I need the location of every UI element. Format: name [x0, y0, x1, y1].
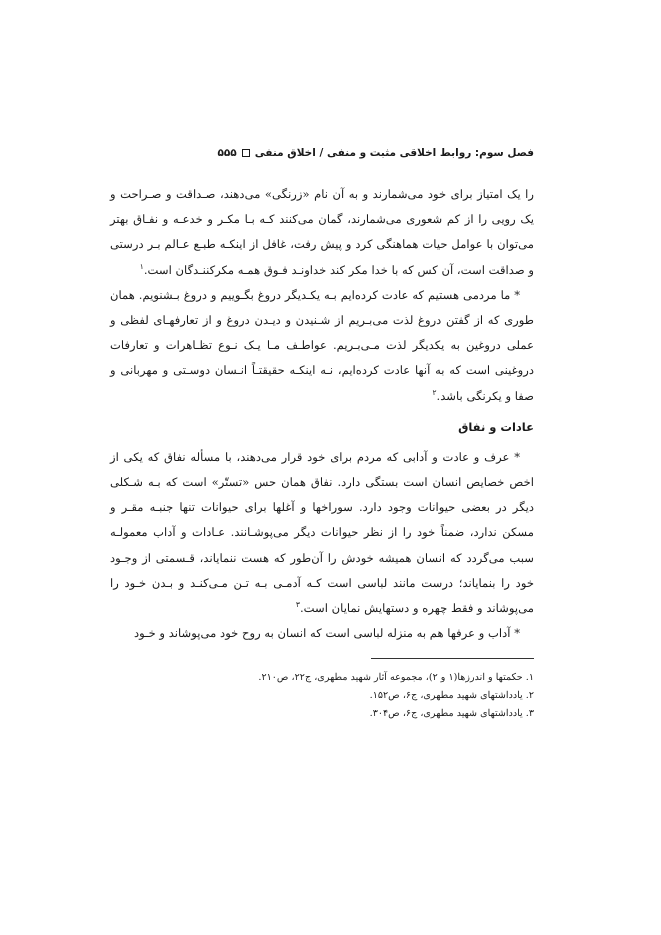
footnote-ref: ۳ [295, 600, 300, 610]
section-heading: عادات و نفاق [458, 419, 534, 434]
paragraph: * عرف و عادت و آدابی که مردم برای خود قرار می‌دهند، با مسأله نفاق که یکی از اخص خصایص انسان است بستگی دارد. نفاق همان حس «تستّر» است که بـه شـکلی دیگر در بعضی حیوانات وجود دارد. سوراخها و آغلها برای حیوانات تنها جنبـه مقـر و مسکن ندارد، ضمناً خود را از نظر حیوانات دیگر می‌پوشـانند. عـادات و آداب معمولـه سبب می‌گردد که انسان همیشه خودش را آن‌طور که هست ننمایاند، قـسمتی از وجـود خود را بنمایاند؛ درست مانند لباسی است کـه آدمـی بـه تـن مـی‌کنـد و بـدن خـود را می‌پوشاند و فقط چهره و دستهایش نمایان است.$^۳$ [110, 449, 534, 616]
paragraph: را یک امتیاز برای خود می‌شمارند و به آن نام «زرنگی» می‌دهند، صـداقت و صـراحت و یک رویی را از کم شعوری می‌شمارند، گمان می‌کنند کـه بـا مکـر و خدعـه و نفـاق بهتر می‌توان با عوامل حیات هماهنگی کرد و پیش رفت، غافل از اینکـه طبـع عـالم بـر درستی و صداقت است، آن کس که با خدا مکر کند خداونـد فـوق همـه مکرکننـدگان است.$^۱$ [110, 187, 534, 277]
page-number: ۵۵۵ [217, 147, 237, 159]
running-header [110, 142, 534, 164]
footnote: ۳. یادداشتهای شهید مطهری، ج۶، ص۳۰۴. [369, 708, 534, 720]
footnote: ۲. یادداشتهای شهید مطهری، ج۶، ص۱۵۲. [369, 690, 534, 702]
paragraph: * آداب و عرفها هم به منزله لباسی است که انسان به روح خود می‌پوشاند و خـود [134, 626, 520, 641]
footnote-ref: ۲ [432, 387, 437, 397]
square-ornament-icon [242, 149, 250, 157]
book-page [110, 142, 534, 723]
paragraph: * ما مردمی هستیم که عادت کرده‌ایم بـه یکـدیگر دروغ بگـوییم و دروغ بـشنویم. همان طوری که از گفتن دروغ لذت می‌بـریم از شـنیدن و دیـدن دروغ و از تعارفهـای لفظی و عملی دروغین به یکدیگر لذت مـی‌بـریم. عواطـف مـا یـک نـوع تظـاهرات و تعارفات دروغینی است که به آنها عادت کرده‌ایم، نـه اینکـه حقیقتـاً انـسان دوسـتی و مهربانی و صفا و یکرنگی باشد.$^۲$ [110, 287, 534, 403]
footnote-ref: ۱ [139, 261, 144, 271]
footnote-divider [371, 658, 534, 659]
chapter-title: فصل سوم: روابط اخلاقی مثبت و منفی / اخلاق منفی [254, 147, 534, 159]
footnote: ۱. حکمتها و اندرزها(۱ و ۲)، مجموعه آثار شهید مطهری، ج۲۲، ص۲۱۰. [258, 672, 534, 684]
